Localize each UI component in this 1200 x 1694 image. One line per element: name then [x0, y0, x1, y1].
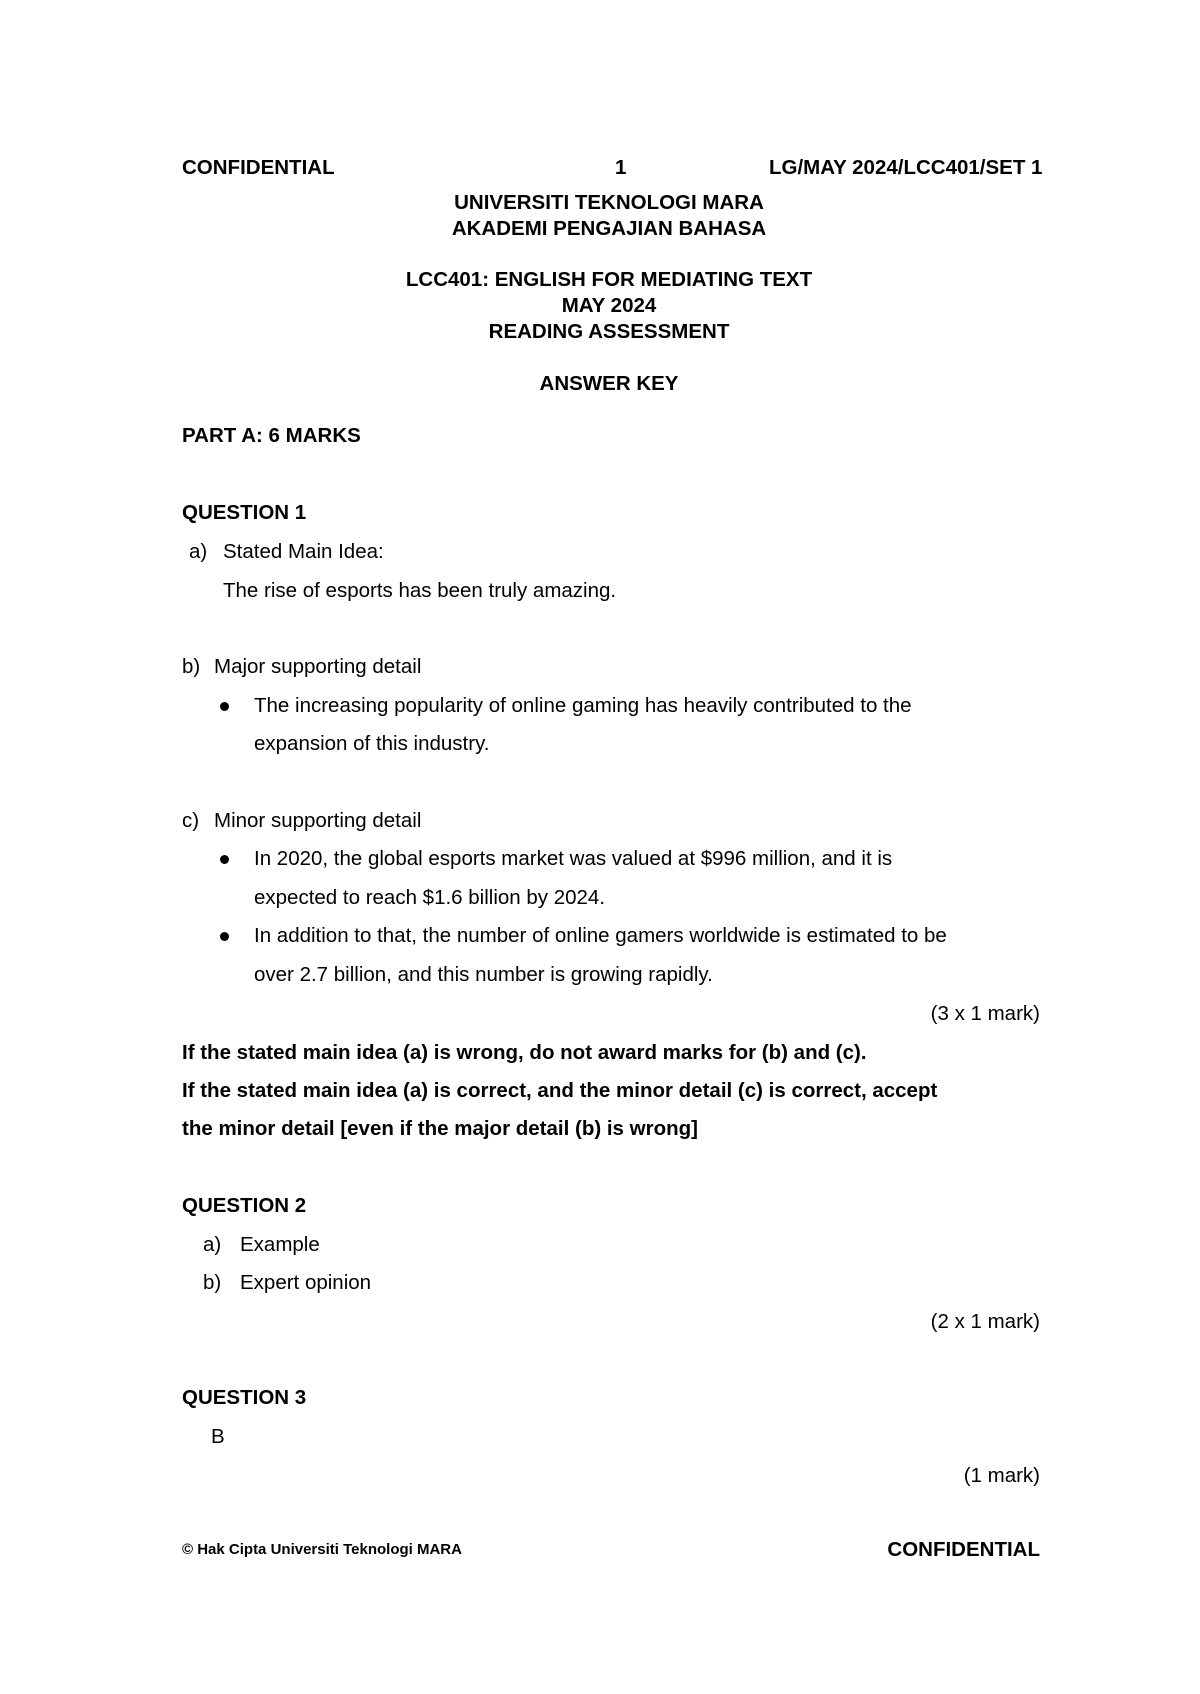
- assessment-title: READING ASSESSMENT: [488, 320, 730, 343]
- q1-c-marker: c): [182, 809, 200, 832]
- q1-a-label: Stated Main Idea:: [223, 540, 384, 563]
- q1-b-label: Major supporting detail: [214, 655, 422, 678]
- answer-key-heading: ANSWER KEY: [539, 372, 679, 395]
- q1-b-marker: b): [182, 655, 201, 678]
- question-2-heading: QUESTION 2: [182, 1194, 307, 1217]
- q3-marks: (1 mark): [963, 1464, 1040, 1487]
- marking-note-line3: the minor detail [even if the major detail (b) is wrong]: [182, 1117, 698, 1140]
- q1-a-answer: The rise of esports has been truly amazing.: [223, 579, 617, 602]
- course-title: LCC401: ENGLISH FOR MEDIATING TEXT: [405, 268, 813, 291]
- q1-b-detail-line1: The increasing popularity of online gaming has heavily contributed to the: [254, 694, 912, 717]
- academy-name: AKADEMI PENGAJIAN BAHASA: [451, 217, 767, 240]
- marking-note-line2: If the stated main idea (a) is correct, and the minor detail (c) is correct, accept: [182, 1079, 938, 1102]
- header-confidential: CONFIDENTIAL: [182, 156, 335, 179]
- question-1-heading: QUESTION 1: [182, 501, 307, 524]
- q2-b-marker: b): [203, 1271, 222, 1294]
- page-number: 1: [615, 156, 627, 179]
- question-3-heading: QUESTION 3: [182, 1386, 307, 1409]
- university-name: UNIVERSITI TEKNOLOGI MARA: [454, 191, 764, 214]
- q1-c-detail1-line2: expected to reach $1.6 billion by 2024.: [254, 886, 606, 909]
- bullet-icon: [220, 702, 229, 711]
- q1-marks: (3 x 1 mark): [930, 1002, 1040, 1025]
- q1-a-marker: a): [189, 540, 208, 563]
- marking-note-line1: If the stated main idea (a) is wrong, do not award marks for (b) and (c).: [182, 1041, 867, 1064]
- footer-copyright: © Hak Cipta Universiti Teknologi MARA: [182, 1541, 462, 1558]
- q1-c-detail1-line1: In 2020, the global esports market was valued at $996 million, and it is: [254, 847, 893, 870]
- q1-b-detail-line2: expansion of this industry.: [254, 732, 490, 755]
- part-a-heading: PART A: 6 MARKS: [182, 424, 361, 447]
- q1-c-label: Minor supporting detail: [214, 809, 422, 832]
- q3-answer: B: [211, 1425, 225, 1448]
- footer-confidential: CONFIDENTIAL: [887, 1538, 1040, 1561]
- header-reference: LG/MAY 2024/LCC401/SET 1: [769, 156, 1043, 179]
- q1-c-detail2-line2: over 2.7 billion, and this number is growing rapidly.: [254, 963, 713, 986]
- q1-c-detail2-line1: In addition to that, the number of online gamers worldwide is estimated to be: [254, 924, 947, 947]
- bullet-icon: [220, 932, 229, 941]
- exam-date: MAY 2024: [561, 294, 657, 317]
- q2-b-answer: Expert opinion: [240, 1271, 372, 1294]
- q2-a-answer: Example: [240, 1233, 320, 1256]
- bullet-icon: [220, 855, 229, 864]
- q2-a-marker: a): [203, 1233, 222, 1256]
- q2-marks: (2 x 1 mark): [930, 1310, 1040, 1333]
